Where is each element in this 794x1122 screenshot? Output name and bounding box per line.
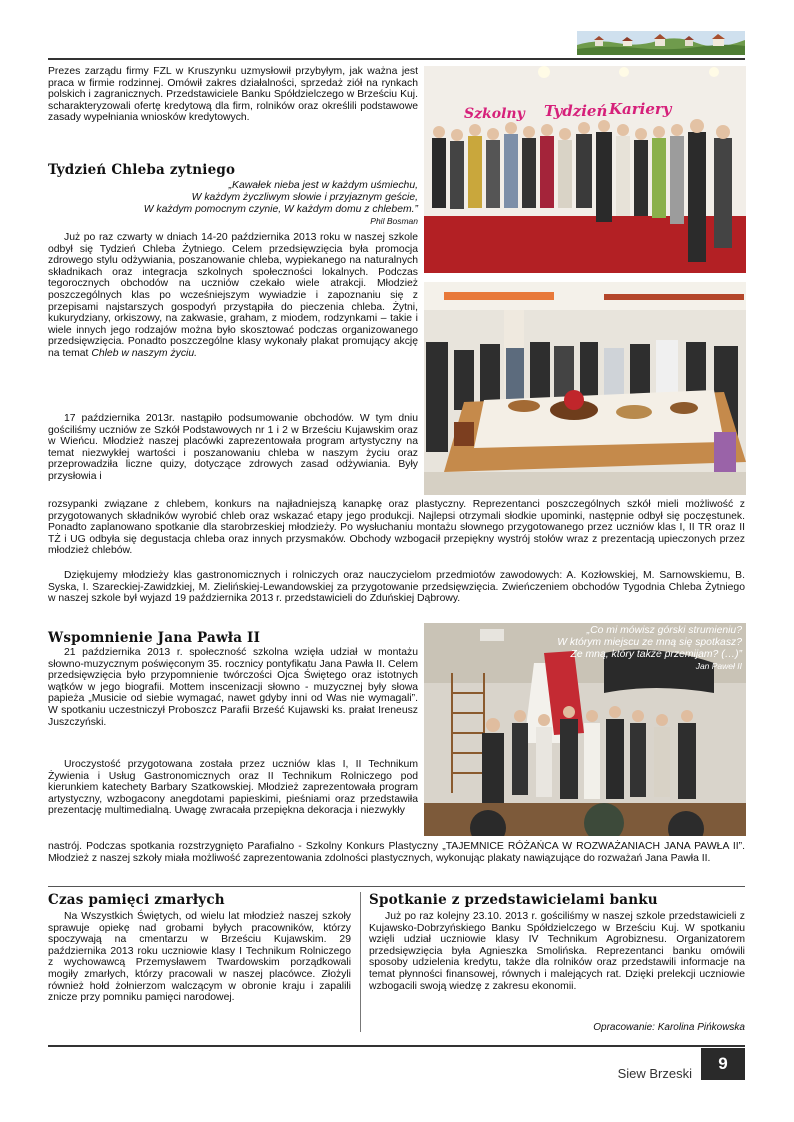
czas-section-title: Czas pamięci zmarłych (48, 892, 225, 908)
chleb-paragraph-2-narrow: 17 października 2013r. nastąpiło podsumowanie obchodów. W tym dniu gościliśmy uczniów ze Szkół Podstawowych nr 1 i 2 w Brześciu Kujawskim oraz w Wieńcu. Młodzież naszej placówki zaprezentowała program artystyczny na temat niezwykłej wartości i poszanowaniu chleba w naszym życiu oraz przeprowadziła liczne quizy, dotyczące zdrowych zasad odżywiania. Były przysłowia i (48, 413, 418, 482)
jp2-section-title: Wspomnienie Jana Pawła II (48, 630, 261, 646)
banner-word-2: Tydzień (544, 102, 608, 120)
jp2-quote-line-2: W którym miejscu ze mną się spotkasz? (557, 637, 742, 648)
chleb-paragraph-1-text: Już po raz czwarty w dniach 14-20 października 2013 roku w naszej szkole odbył się Tydzień Chleba Żytniego. Celem przedsięwzięcia była promocja zdrowego stylu odżywiania, poszanowanie chleba, wypiekanego na naturalnych składnikach oraz integracja szkolnych społeczności lokalnych. Podczas tegorocznych obchodów na uczniów czekało wiele atrakcji. Młodzież poszczególnych klas po wcześniejszym wywiadzie i zapoznaniu się z przepisami najstarszych gospodyń przystąpiła do pieczenia chleba. Żytni, kukurydziany, orkiszowy, na zakwasie, graham, z miodem, rodzynkami – takie i wiele innych jego rodzajów można było skosztować podczas organizowanego przedsięwzięcia. Ponadto poszczególne klasy wykonały plakat promujący akcję na temat (48, 232, 418, 359)
bread-table-photo (424, 282, 746, 495)
chleb-quote-author: Phil Bosman (370, 216, 418, 226)
bank-section-title: Spotkanie z przedstawicielami banku (369, 892, 658, 908)
jp2-quote (512, 625, 742, 672)
banner-word-1: Szkolny (464, 106, 525, 122)
jp2-quote-line-1: „Co mi mówisz górski strumieniu? (586, 625, 742, 636)
intro-paragraph: Prezes zarządu firmy FZL w Kruszynku uzmysłowił przybyłym, jak ważna jest praca w firmie rodzinnej. Omówił zakres działalności, sprzedaż ziół na rynkach polskich i zagranicznych. Przedstawiciele Banku Spółdzielczego w Brześciu Kuj. scharakteryzowali ofertę kredytową dla firm, rolników oraz określili podstawowe zasady wypełniania wniosków kredytowych. (48, 66, 418, 124)
column-divider (360, 892, 361, 1032)
jp2-paragraph-2-wide: nastrój. Podczas spotkania rozstrzygnięto Parafialno - Szkolny Konkurs Plastyczny „TAJEMNICE RÓŻAŃCA W ROZWAŻANIACH JANA PAWŁA II”. Młodzież z naszej szkoły miała możliwość zaprezentowania zdolności plastycznych, wykonując plakaty nawiązujące do rozważań Jana Pawła II. (48, 841, 745, 864)
chleb-section-title: Tydzień Chleba zytniego (48, 162, 236, 178)
chleb-quote (48, 180, 418, 227)
jp2-paragraph-2-narrow: Uroczystość przygotowana została przez uczniów klas I, II Technikum Żywienia i Usług Gastronomicznych oraz II Technikum Rolniczego pod kierunkiem katechety Barbary Szatkowskiej. Młodzież zaprezentowała program artystyczny, wzbogacony anegdotami papieskimi, pieśniami oraz przedstawiła prezentację multimedialną. Uwagę zwracała przepiękna dekoracja i niezwykły (48, 759, 418, 817)
jp2-quote-author: Jan Paweł II (695, 661, 742, 671)
jp2-quote-line-3: Ze mną, który także przemijam? (…)” (570, 649, 742, 660)
village-panorama-image (577, 31, 745, 55)
chleb-paragraph-2-wide: rozsypanki związane z chlebem, konkurs na najładniejszą kanapkę oraz plastyczny. Reprezentanci poszczególnych szkół mieli możliwość z przygotowanych składników wyrobić chleb oraz wskazać etapy jego produkcji. Najlepsi otrzymali słodkie upominki, następnie odbył się poczęstunek. Ponadto zaplanowano spotkanie dla starobrzeskiej młodzieży. Po wysłuchaniu montażu słownego przygotowanego przez uczniów klas I, II TR oraz II TŻ i UG odbyła się degustacja chleba oraz innych przysmaków. Obchody wzbogacił przepiękny wystrój stołów wraz z prezentacją upieczonych przez młodzież chlebów. (48, 499, 745, 557)
jp2-ceremony-photo (424, 623, 746, 836)
chleb-poster-title: Chleb w naszym życiu. (91, 347, 198, 359)
chleb-quote-line-2: W każdym życzliwym słowie i przyjaznym geście, (191, 192, 418, 203)
section-divider-rule (48, 886, 745, 887)
jp2-paragraph-1: 21 października 2013 r. społeczność szkolna wzięła udział w montażu słowno-muzycznym poświęconym 35. rocznicy pontyfikatu Jana Pawła II. Celem przedsięwzięcia było przypomnienie twórczości Ojca Świętego oraz istotnych wątków w jego biografii. Mottem inscenizacji słowno - muzycznej były słowa papieża „Musicie od siebie wymagać, nawet gdyby inni od Was nie wymagali”. W spotkaniu uczestniczył Proboszcz Parafii Brześć Kujawski ks. prałat Ireneusz Juszczyński. (48, 647, 418, 728)
chleb-quote-line-3: W każdym pomocnym czynie, W każdym domu z chlebem.” (143, 204, 418, 215)
chleb-paragraph-1 (48, 232, 418, 360)
page-number-box (701, 1048, 745, 1080)
magazine-name: Siew Brzeski (617, 1066, 692, 1081)
banner-word-3: Kariery (609, 100, 672, 118)
header-rule (48, 58, 745, 60)
czas-paragraph: Na Wszystkich Świętych, od wielu lat młodzież naszej szkoły sprawuje opiekę nad grobami byłych pracowników, którzy spoczywają na cmentarzu w Brześciu Kujawskim. 29 października 2013 roku uczniowie klasy I Technikum Rolniczego z wychowawcą Przemysławem Twardowskim porządkowali mogiły zmarłych, którzy pracowali w naszej placówce. Złożyli również hołd żołnierzom walczącym w obronie kraju i zapalili znicze przy pomniku pamięci narodowej. (48, 911, 351, 1004)
page-number: 9 (718, 1054, 728, 1073)
footer-rule (48, 1045, 745, 1047)
author-credit: Opracowanie: Karolina Pińkowska (593, 1022, 745, 1033)
chleb-paragraph-3: Dziękujemy młodzieży klas gastronomicznych i rolniczych oraz nauczycielom przedmiotów zawodowych: A. Kozłowskiej, M. Sarnowskiemu, B. Syska, I. Szareckiej-Zawidzkiej, M. Zielińskiej-Lewandowskiej za przygotowanie przedsięwzięcia. Zwieńczeniem obchodów Tygodnia Chleba Żytniego w naszej szkole był wyjazd 19 października 2013 r. przedstawicieli do Zduńskiej Dąbrowy. (48, 570, 745, 605)
bank-paragraph: Już po raz kolejny 23.10. 2013 r. gościliśmy w naszej szkole przedstawicieli z Kujawsko-Dobrzyńskiego Banku Spółdzielczego w Brześciu Kuj. W spotkaniu wzięli udział uczniowie klasy IV Technikum Agrobiznesu. Organizatorem przedsięwzięcia była Agnieszka Smolińska. Reprezentanci banku omówili sposoby udzielenia kredytu, także dla rolników oraz przedstawili informacje na temat płynności finansowej, równych i malejących rat. Dzięki prelekcji uczniowie wzbogacili swoją wiedzę z zakresu ekonomii. (369, 911, 745, 992)
career-week-group-photo (424, 66, 746, 273)
chleb-quote-line-1: „Kawałek nieba jest w każdym uśmiechu, (228, 180, 418, 191)
